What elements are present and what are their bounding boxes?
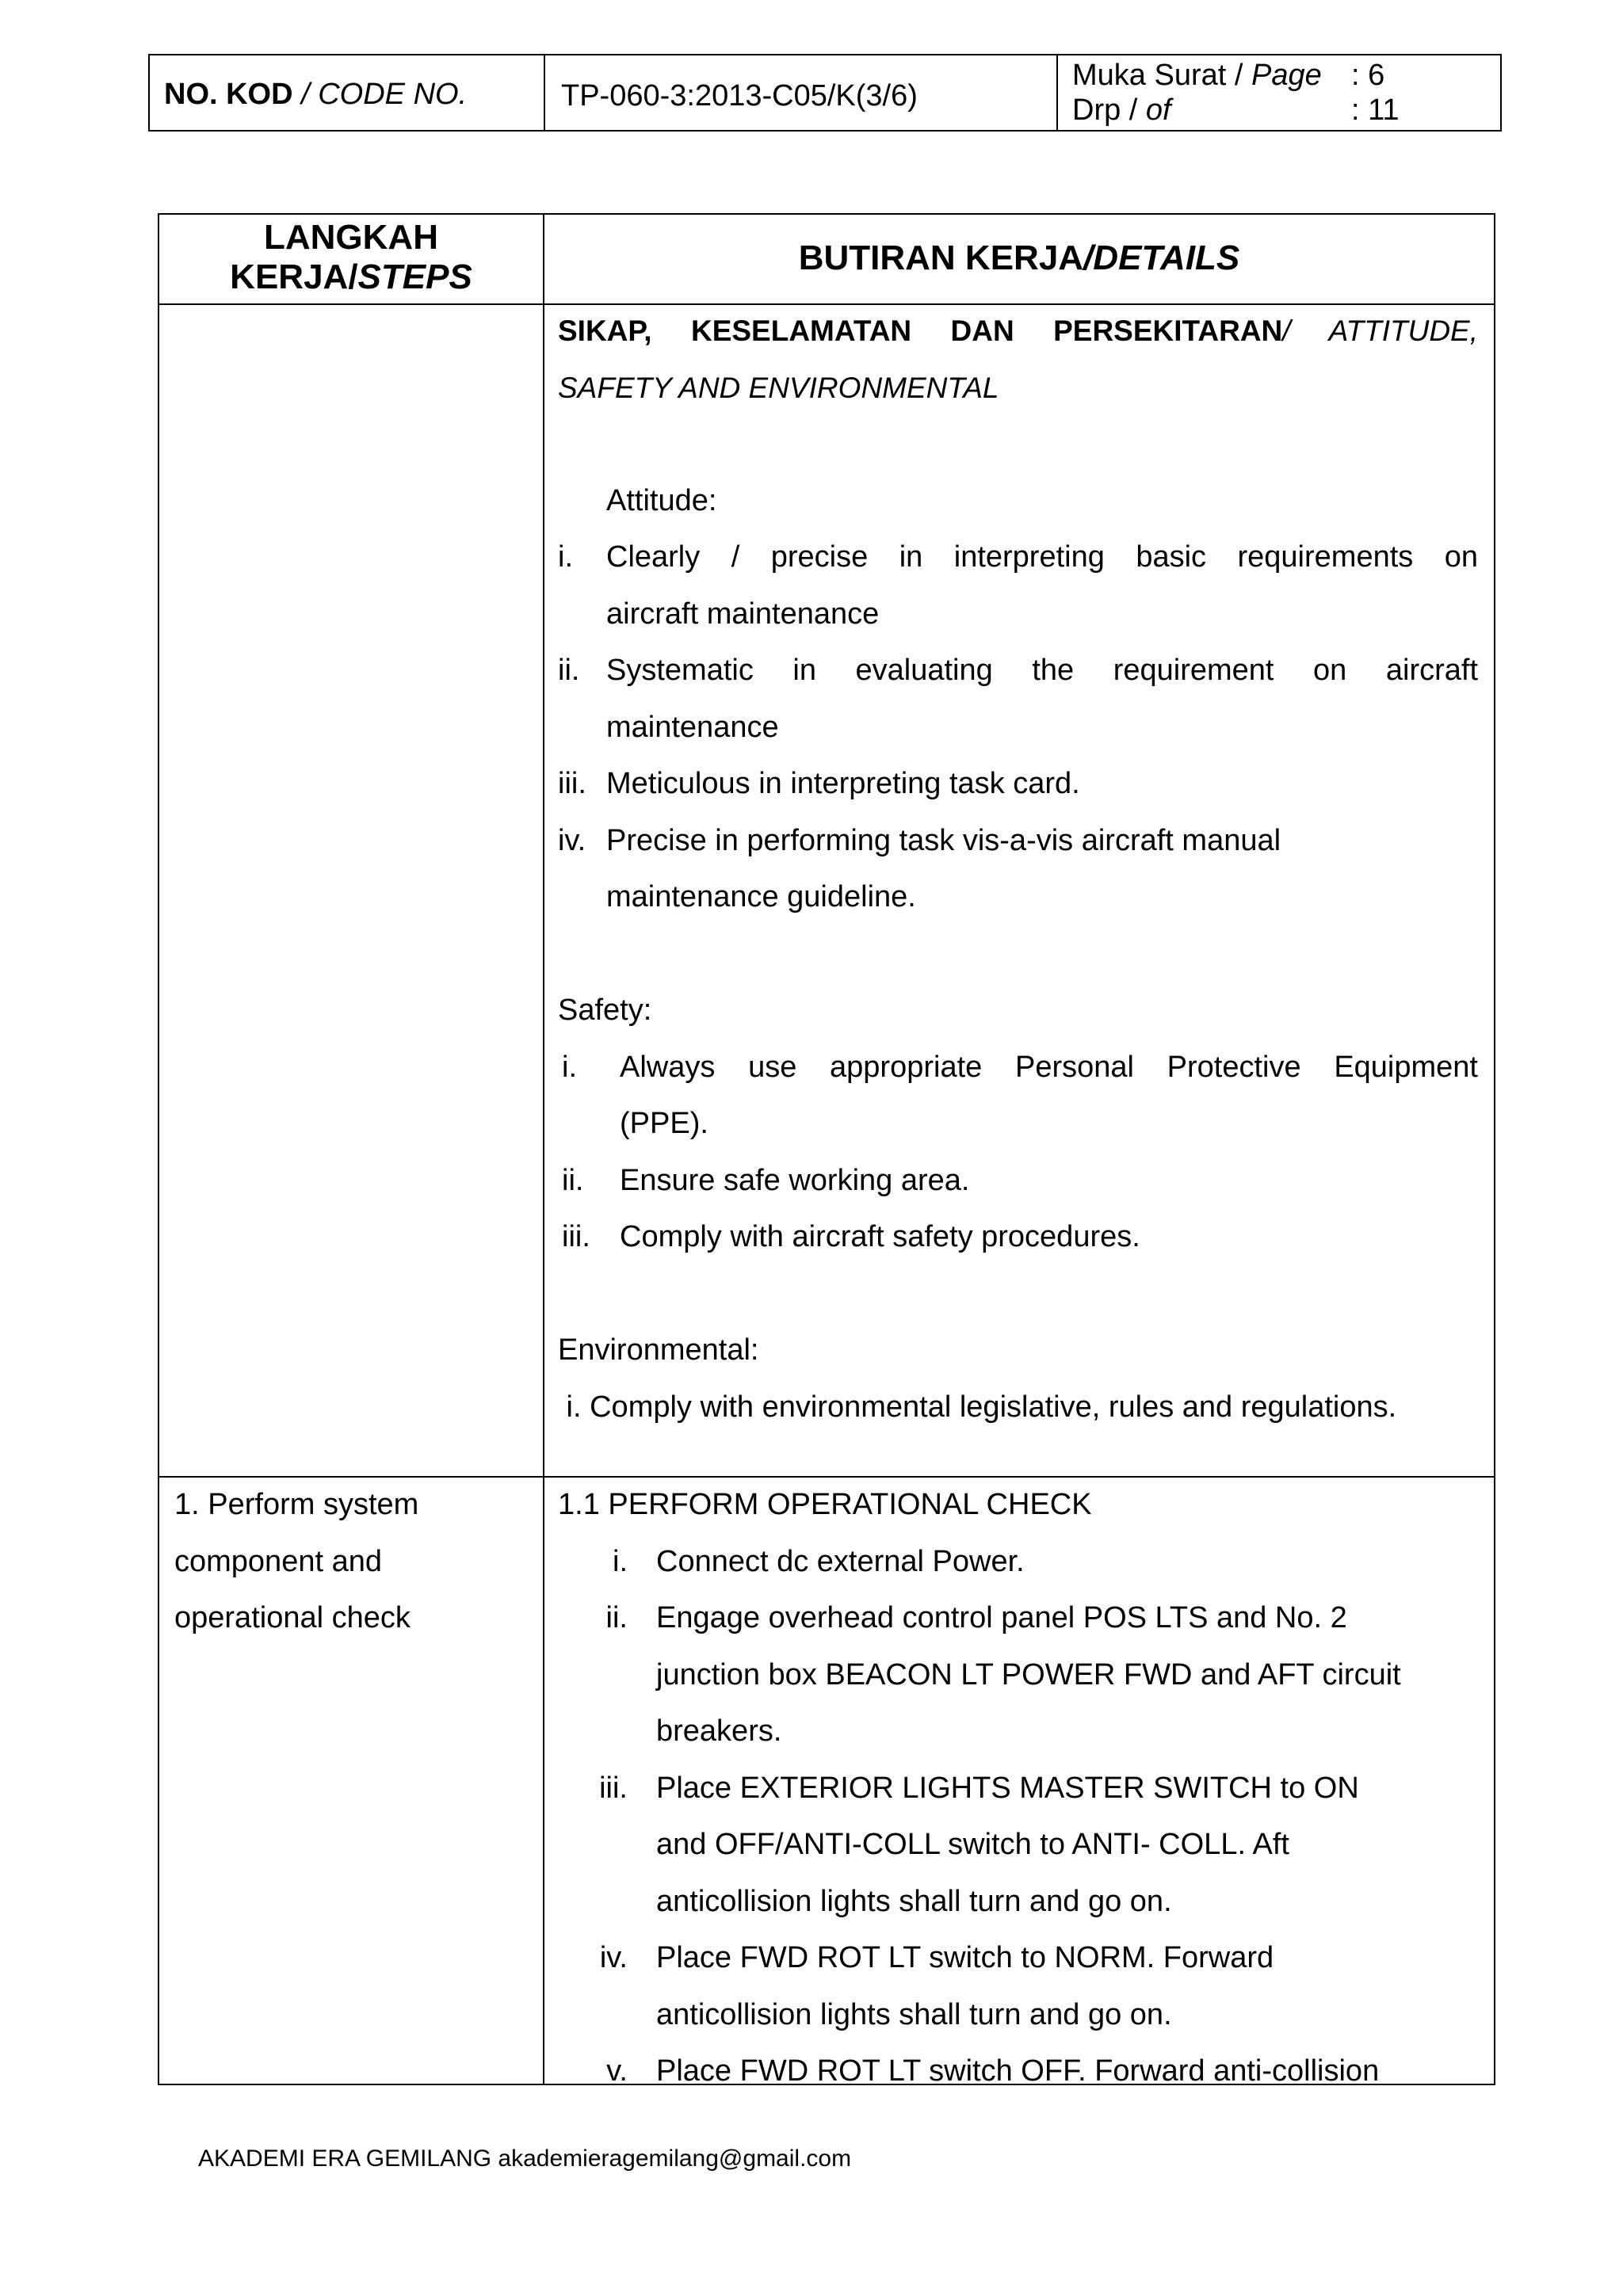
steps-header-malay: KERJA/: [230, 257, 358, 296]
column-divider: [543, 215, 544, 2084]
section-title-line2: [558, 360, 1478, 417]
list-item-text: Precise in performing task vis-a-vis aircraft manual: [606, 823, 1281, 857]
list-item-text: Meticulous in interpreting task card.: [606, 767, 1080, 800]
environmental-item: i. Comply with environmental legislative, rules and regulations.: [558, 1390, 1397, 1424]
list-item: [558, 813, 1478, 926]
code-label-english: / CODE NO.: [292, 78, 468, 111]
operational-check-title: 1.1 PERFORM OPERATIONAL CHECK: [558, 1488, 1092, 1521]
list-item-text: maintenance: [606, 710, 779, 744]
list-item-text: breakers.: [656, 1714, 782, 1748]
list-item: [558, 1153, 1478, 1210]
code-label-cell: [150, 55, 545, 130]
list-item-number: ii.: [562, 1163, 584, 1197]
list-item-text: and OFF/ANTI-COLL switch to ANTI- COLL. Aft: [656, 1828, 1289, 1861]
step-line: 1. Perform system: [174, 1488, 419, 1521]
blank-line: [558, 416, 1478, 473]
page-footer: AKADEMI ERA GEMILANG akademieragemilang@gmail.com: [198, 2145, 852, 2172]
list-item: [558, 1590, 1485, 1760]
operational-check-section: [558, 1477, 1485, 2100]
list-item: [558, 756, 1478, 813]
list-item-number: iv.: [599, 1941, 628, 1974]
list-item-text: Always use appropriate Personal Protective Equipment: [620, 1050, 1478, 1084]
page-label-english: Page: [1251, 59, 1322, 92]
section-title-english-2: SAFETY AND ENVIRONMENTAL: [558, 371, 999, 404]
operational-check-list: [558, 1534, 1485, 2100]
code-label: [164, 79, 467, 109]
document-header-table: [148, 54, 1502, 132]
steps-header-line2: [159, 257, 543, 297]
list-item: [558, 1760, 1485, 1931]
attitude-safety-section: [558, 303, 1478, 1436]
list-item-text: aircraft maintenance: [606, 597, 880, 631]
step-1-label: [174, 1477, 418, 1647]
page-info-cell: [1058, 55, 1500, 130]
list-item-number: v.: [606, 2054, 628, 2088]
list-item-number: ii.: [558, 654, 580, 687]
list-item-text: Ensure safe working area.: [620, 1163, 970, 1197]
steps-header-english: STEPS: [357, 257, 472, 296]
list-item-text: Systematic in evaluating the requirement on aircraft: [606, 654, 1478, 687]
list-item-number: iv.: [558, 823, 586, 857]
list-item: [558, 2043, 1485, 2100]
list-item-text: (PPE).: [620, 1107, 708, 1140]
steps-header-line1: LANGKAH: [264, 218, 438, 257]
code-value-cell: [545, 55, 1058, 130]
list-item: [558, 529, 1478, 643]
list-item: [558, 1534, 1485, 1591]
list-item: [558, 643, 1478, 756]
section-title-english-1: / ATTITUDE,: [1282, 315, 1478, 347]
blank-line: [558, 926, 1478, 983]
details-header-english: /DETAILS: [1083, 238, 1240, 277]
details-header-malay: BUTIRAN KERJA: [798, 238, 1084, 277]
environmental-label: Environmental:: [558, 1333, 759, 1367]
list-item-text: junction box BEACON LT POWER FWD and AFT circuit: [656, 1657, 1401, 1691]
list-item-text: Engage overhead control panel POS LTS and No. 2: [656, 1601, 1347, 1634]
list-item-text: Place EXTERIOR LIGHTS MASTER SWITCH to ON: [656, 1771, 1359, 1805]
list-item-text: Clearly / precise in interpreting basic requirements on: [606, 540, 1478, 574]
code-label-malay: NO. KOD: [164, 78, 293, 111]
step-line: operational check: [174, 1601, 411, 1634]
list-item-text: Connect dc external Power.: [656, 1544, 1025, 1578]
code-value: TP-060-3:2013-C05/K(3/6): [561, 79, 918, 113]
list-item: [558, 1039, 1478, 1153]
list-item: [558, 1209, 1478, 1266]
list-item-number: i.: [613, 1544, 628, 1578]
of-label-malay: Drp /: [1072, 93, 1146, 127]
safety-list: [558, 1039, 1478, 1266]
work-steps-table: [158, 213, 1495, 2088]
step-line: component and: [174, 1544, 382, 1578]
list-item-number: i.: [558, 540, 573, 574]
of-label-english: of: [1145, 93, 1171, 127]
list-item-text: Place FWD ROT LT switch OFF. Forward anti-collision: [656, 2054, 1380, 2088]
details-column-header: [544, 238, 1494, 278]
list-item-text: maintenance guideline.: [606, 880, 916, 913]
list-item-text: Comply with aircraft safety procedures.: [620, 1220, 1140, 1253]
section-title-line1: [558, 303, 1478, 360]
list-item-number: iii.: [562, 1220, 590, 1253]
page-label: [1072, 60, 1322, 90]
total-pages: : 11: [1351, 93, 1400, 127]
list-item-text: anticollision lights shall turn and go on.: [656, 1884, 1172, 1918]
steps-column-header: [159, 218, 543, 297]
attitude-label: Attitude:: [606, 483, 717, 517]
safety-label: Safety:: [558, 994, 652, 1027]
list-item-text: anticollision lights shall turn and go on.: [656, 1997, 1172, 2031]
page-label-malay: Muka Surat /: [1072, 59, 1251, 92]
list-item-text: Place FWD ROT LT switch to NORM. Forward: [656, 1941, 1274, 1974]
blank-line: [558, 1266, 1478, 1323]
list-item-number: iii.: [558, 767, 586, 800]
list-item-number: i.: [562, 1050, 577, 1084]
page-number: : 6: [1351, 59, 1385, 92]
list-item: [558, 1930, 1485, 2043]
list-item-number: ii.: [605, 1601, 628, 1634]
of-label: [1072, 95, 1171, 125]
section-title-malay: SIKAP, KESELAMATAN DAN PERSEKITARAN: [558, 315, 1283, 347]
attitude-list: [558, 529, 1478, 926]
list-item-number: iii.: [599, 1771, 628, 1805]
